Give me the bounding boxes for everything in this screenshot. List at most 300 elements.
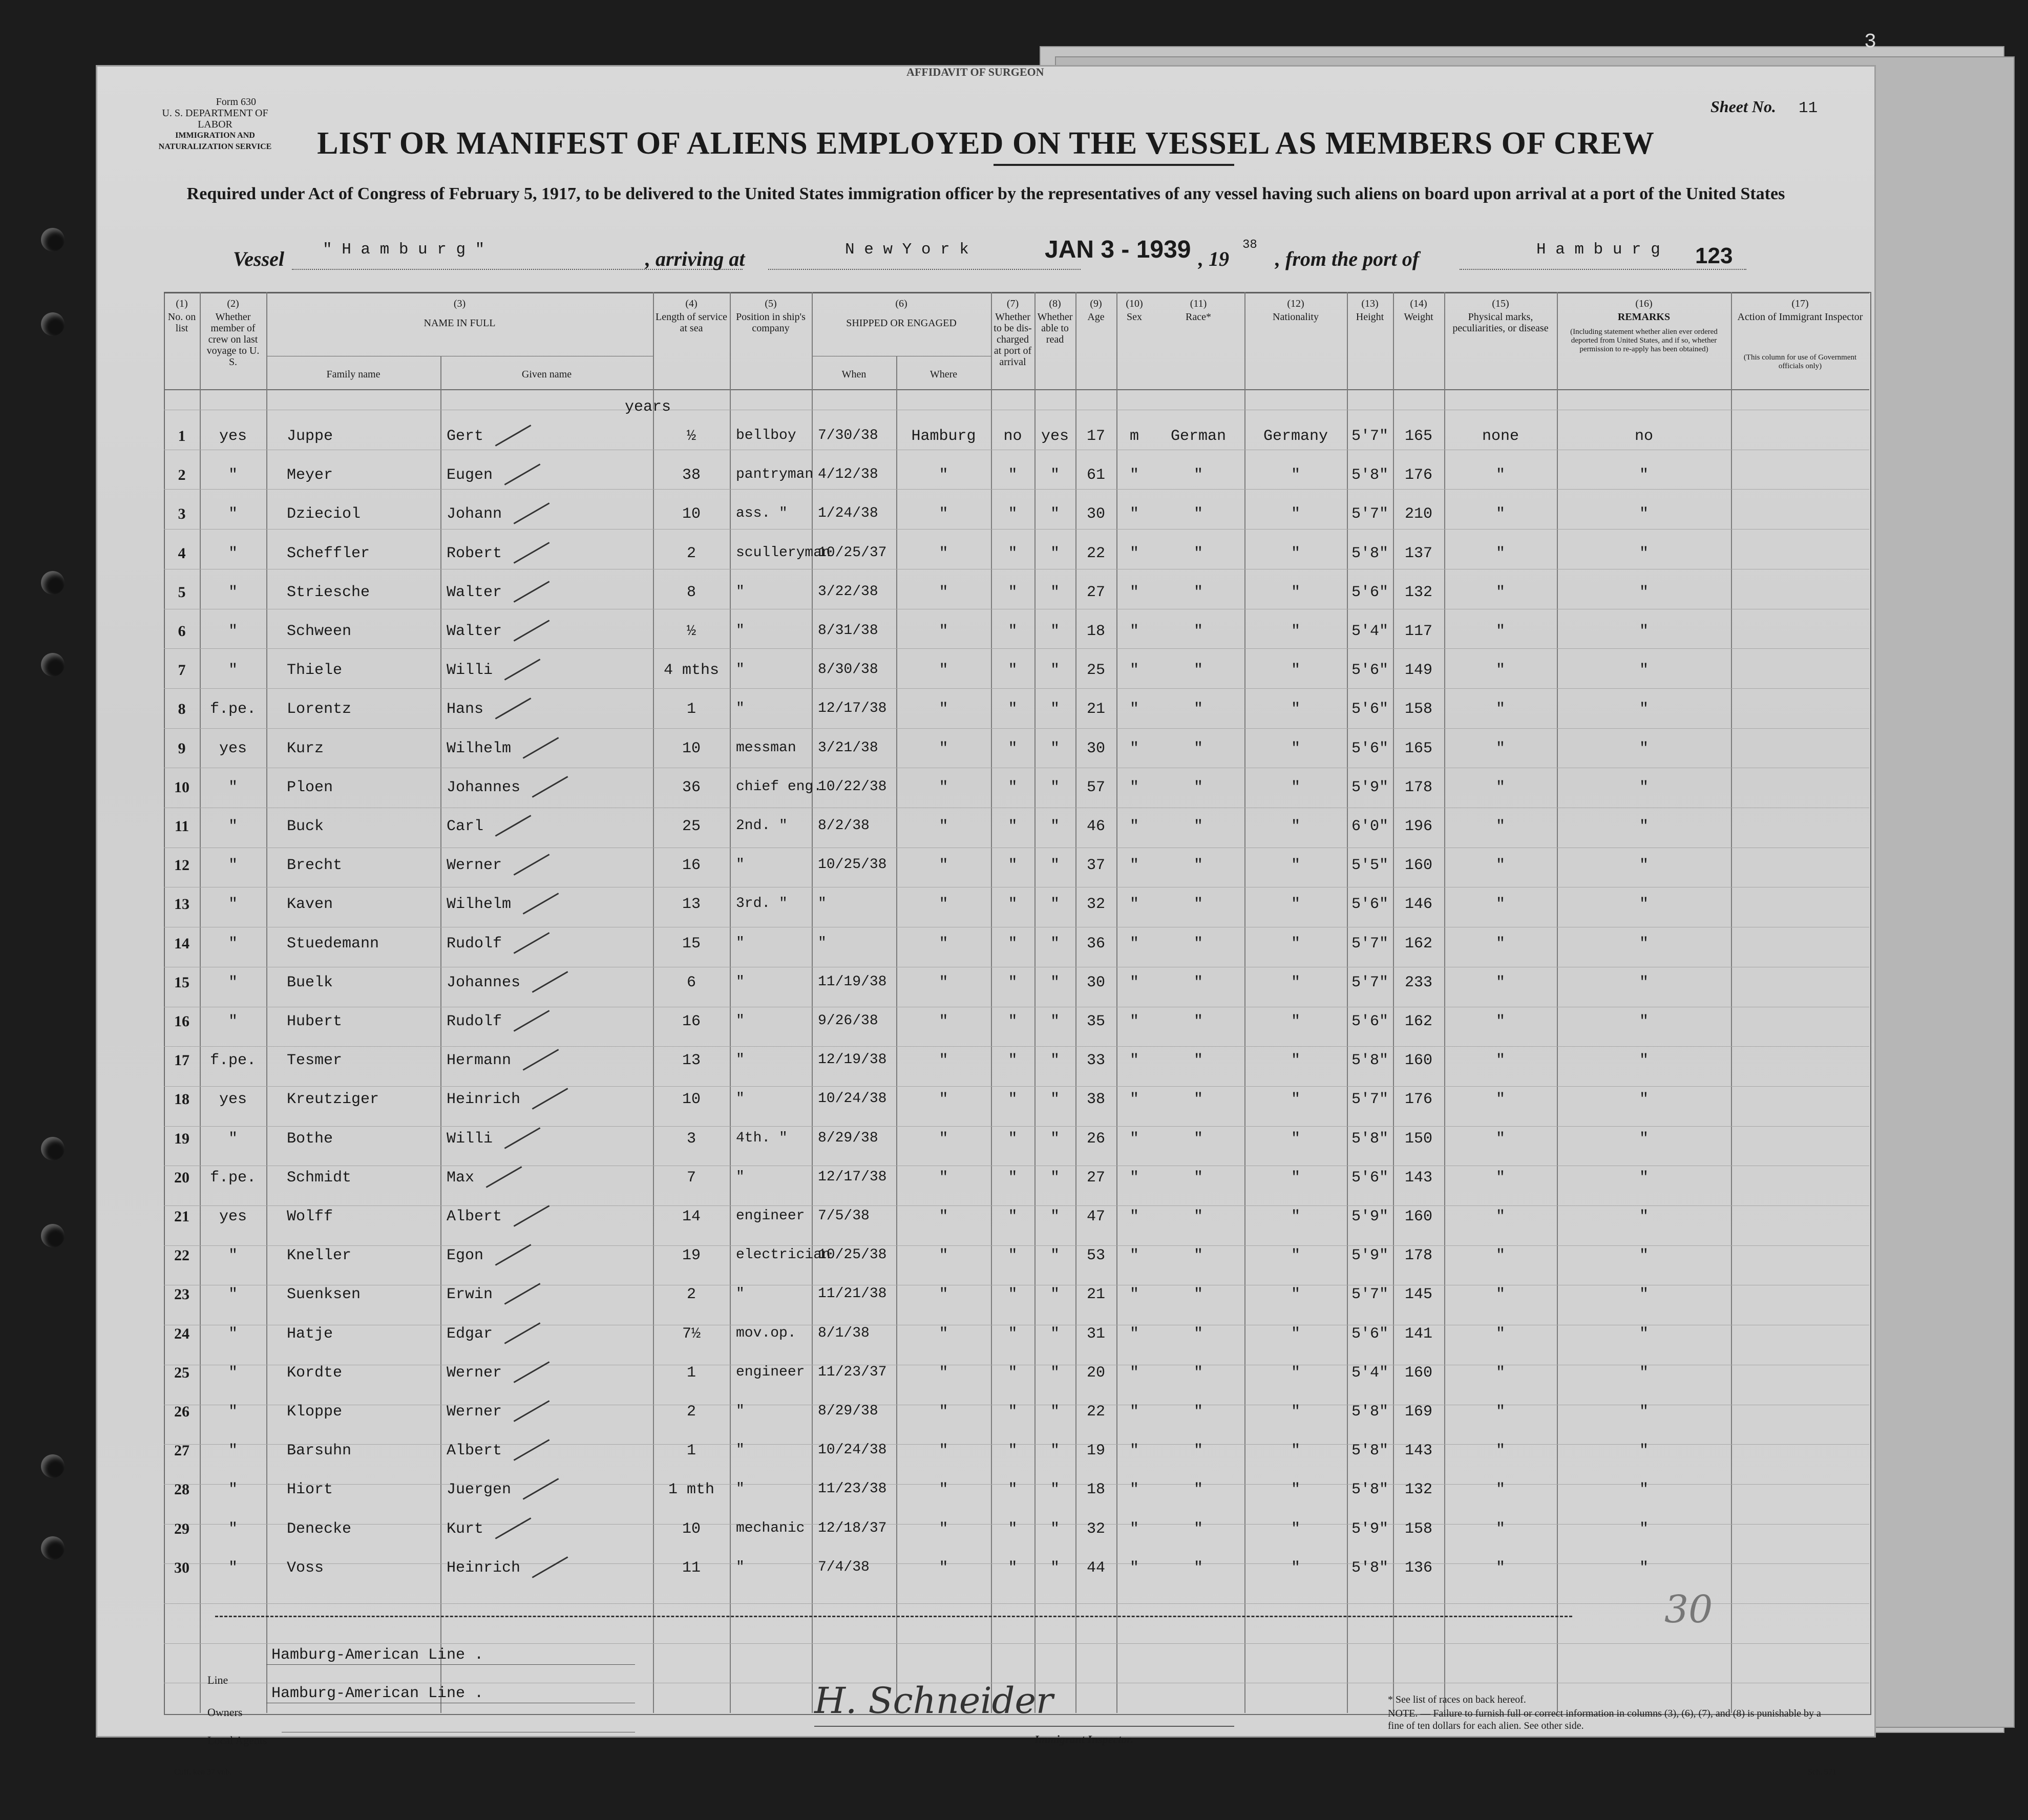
- page-title: LIST OR MANIFEST OF ALIENS EMPLOYED ON THE VESSEL AS MEMBERS OF CREW: [317, 126, 1655, 161]
- cell-service: 1 mth: [668, 1481, 714, 1499]
- cell-prev: ": [228, 818, 238, 835]
- cell-prev: ": [228, 505, 238, 523]
- department-name: U. S. DEPARTMENT OF LABOR: [162, 108, 268, 130]
- cell-sex: ": [1129, 467, 1139, 484]
- column-divider: [1034, 292, 1036, 1713]
- cell-position: chief eng.: [736, 778, 822, 795]
- arriving-label: , arriving at: [645, 247, 745, 270]
- column-number: (17): [1791, 298, 1809, 309]
- cell-remarks: ": [1639, 1442, 1649, 1460]
- cell-race: ": [1193, 1286, 1203, 1304]
- cell-height: 5'6": [1351, 1325, 1388, 1343]
- cell-discharge: ": [1008, 1013, 1018, 1030]
- vessel-name: " H a m b u r g ": [323, 241, 485, 259]
- column-number: (2): [227, 298, 239, 309]
- years-label: years: [625, 398, 671, 416]
- cell-when: 1/24/38: [818, 505, 878, 522]
- column-divider: [1075, 292, 1076, 1713]
- cell-when: 11/19/38: [818, 974, 887, 990]
- cell-race: German: [1170, 428, 1227, 445]
- cell-race: ": [1193, 1520, 1203, 1538]
- cell-when: 10/22/38: [818, 778, 887, 795]
- cell-sex: ": [1129, 857, 1139, 875]
- cell-service: 25: [682, 818, 701, 835]
- cell-no: 10: [174, 778, 189, 796]
- cell-weight: 143: [1404, 1442, 1432, 1460]
- cell-discharge: ": [1008, 1208, 1018, 1225]
- cell-given: Gert: [447, 428, 484, 445]
- cell-discharge: ": [1008, 544, 1018, 562]
- bottom-left-code: Cuff. ken 37 vnb.: [174, 1768, 232, 1776]
- cell-prev: ": [228, 1013, 238, 1030]
- cell-sex: ": [1129, 505, 1139, 523]
- cell-height: 5'8": [1351, 1559, 1388, 1577]
- column-divider: [730, 292, 731, 1713]
- cell-marks: ": [1495, 857, 1505, 875]
- cell-service: ½: [686, 428, 696, 445]
- cell-read: ": [1050, 1442, 1060, 1460]
- column-label: No. on list: [167, 311, 196, 334]
- top-stamp: AFFIDAVIT OF SURGEON: [906, 66, 1044, 78]
- cell-prev: ": [228, 1442, 238, 1460]
- line-label: Line: [207, 1674, 228, 1686]
- cell-remarks: ": [1639, 701, 1649, 718]
- cell-no: 15: [174, 974, 189, 991]
- cell-weight: 165: [1404, 428, 1432, 445]
- cell-height: 5'7": [1351, 935, 1388, 953]
- cell-read: ": [1050, 1364, 1060, 1382]
- cell-given: Max: [447, 1169, 475, 1187]
- cell-no: 14: [174, 935, 189, 952]
- end-dashes: [215, 1616, 1572, 1617]
- cell-height: 5'8": [1351, 544, 1388, 562]
- cell-weight: 117: [1404, 623, 1432, 640]
- cell-no: 5: [178, 583, 186, 601]
- cell-position: ass. ": [736, 505, 788, 522]
- cell-read: ": [1050, 701, 1060, 718]
- binder-hole: [41, 312, 65, 336]
- column-number: (10): [1126, 298, 1143, 309]
- cell-where: Hamburg: [911, 428, 976, 445]
- cell-nat: ": [1291, 1481, 1300, 1499]
- cell-remarks: ": [1639, 935, 1649, 953]
- cell-position: mechanic: [736, 1520, 805, 1536]
- ruled-line: [164, 489, 1869, 490]
- cell-family: Juppe: [287, 428, 333, 445]
- cell-when: 3/22/38: [818, 583, 878, 600]
- column-divider: [200, 292, 201, 1713]
- cell-marks: ": [1495, 505, 1505, 523]
- cell-discharge: ": [1008, 1247, 1018, 1265]
- cell-remarks: ": [1639, 1052, 1649, 1070]
- from-port-label: , from the port of: [1275, 247, 1420, 270]
- cell-read: ": [1050, 1403, 1060, 1421]
- agents-label: Local Agents: [207, 1734, 267, 1747]
- cell-position: ": [736, 583, 745, 600]
- cell-read: ": [1050, 1559, 1060, 1577]
- cell-age: 61: [1086, 467, 1105, 484]
- cell-prev: ": [228, 1481, 238, 1499]
- cell-remarks: ": [1639, 1403, 1649, 1421]
- cell-position: engineer: [736, 1208, 805, 1224]
- cell-family: Schmidt: [287, 1169, 352, 1187]
- cell-sex: ": [1129, 1481, 1139, 1499]
- cell-remarks: ": [1639, 1013, 1649, 1030]
- cell-sex: ": [1129, 1247, 1139, 1265]
- column-number: (4): [685, 298, 698, 309]
- cell-where: ": [939, 896, 948, 914]
- cell-weight: 178: [1404, 778, 1432, 796]
- cell-no: 16: [174, 1013, 189, 1030]
- cell-height: 5'6": [1351, 1169, 1388, 1187]
- cell-sex: ": [1129, 974, 1139, 991]
- cell-height: 5'9": [1351, 1208, 1388, 1225]
- cell-sex: ": [1129, 623, 1139, 640]
- cell-family: Buck: [287, 818, 324, 835]
- cell-family: Meyer: [287, 467, 333, 484]
- cell-position: ": [736, 1052, 745, 1068]
- cell-given: Werner: [447, 857, 502, 875]
- cell-where: ": [939, 1520, 948, 1538]
- cell-sex: ": [1129, 935, 1139, 953]
- cell-age: 36: [1086, 935, 1105, 953]
- cell-race: ": [1193, 467, 1203, 484]
- cell-when: 10/25/38: [818, 857, 887, 873]
- cell-read: ": [1050, 1208, 1060, 1225]
- cell-age: 18: [1086, 1481, 1105, 1499]
- cell-family: Scheffler: [287, 544, 370, 562]
- cell-nat: ": [1291, 1559, 1300, 1577]
- cell-discharge: ": [1008, 1520, 1018, 1538]
- cell-prev: ": [228, 583, 238, 601]
- cell-race: ": [1193, 778, 1203, 796]
- cell-weight: 158: [1404, 1520, 1432, 1538]
- cell-where: ": [939, 857, 948, 875]
- cell-family: Kloppe: [287, 1403, 343, 1421]
- cell-where: ": [939, 739, 948, 757]
- column-label: SHIPPED OR ENGAGED: [846, 318, 957, 329]
- cell-given: Rudolf: [447, 1013, 502, 1030]
- cell-discharge: ": [1008, 1052, 1018, 1070]
- column-number: (11): [1190, 298, 1207, 309]
- cell-where: ": [939, 778, 948, 796]
- cell-race: ": [1193, 1208, 1203, 1225]
- cell-race: ": [1193, 818, 1203, 835]
- column-divider: [653, 292, 654, 1713]
- cell-sex: ": [1129, 896, 1139, 914]
- column-label: Nationality: [1273, 311, 1319, 323]
- cell-sex: ": [1129, 1091, 1139, 1109]
- cell-height: 5'9": [1351, 1247, 1388, 1265]
- cell-remarks: ": [1639, 662, 1649, 680]
- cell-nat: ": [1291, 467, 1300, 484]
- cell-prev: ": [228, 896, 238, 914]
- cell-weight: 165: [1404, 739, 1432, 757]
- date-stamp: JAN 3 - 1939: [1045, 236, 1191, 263]
- cell-when: 11/23/37: [818, 1364, 887, 1380]
- cell-when: 10/24/38: [818, 1442, 887, 1458]
- cell-prev: ": [228, 1130, 238, 1148]
- column-divider: [1444, 292, 1445, 1713]
- cell-sex: ": [1129, 818, 1139, 835]
- column-number: (14): [1410, 298, 1427, 309]
- cell-age: 21: [1086, 1286, 1105, 1304]
- cell-position: sculleryman: [736, 544, 831, 561]
- inspector-signature: H. Schneider: [814, 1680, 1053, 1722]
- cell-position: pantryman: [736, 467, 814, 483]
- cell-marks: ": [1495, 974, 1505, 991]
- cell-nat: ": [1291, 1286, 1300, 1304]
- cell-weight: 136: [1404, 1559, 1432, 1577]
- cell-age: 30: [1086, 974, 1105, 991]
- cell-sex: ": [1129, 739, 1139, 757]
- cell-height: 5'6": [1351, 583, 1388, 601]
- cell-service: 4 mths: [663, 662, 720, 680]
- ruled-line: [164, 728, 1869, 729]
- cell-service: 10: [682, 1091, 701, 1109]
- cell-discharge: ": [1008, 505, 1018, 523]
- cell-family: Kurz: [287, 739, 324, 757]
- cell-sex: ": [1129, 1208, 1139, 1225]
- cell-given: Hans: [447, 701, 484, 718]
- cell-given: Wilhelm: [447, 739, 512, 757]
- cell-read: ": [1050, 1013, 1060, 1030]
- cell-no: 12: [174, 857, 189, 874]
- cell-age: 18: [1086, 623, 1105, 640]
- cell-nat: ": [1291, 1325, 1300, 1343]
- cell-weight: 176: [1404, 1091, 1432, 1109]
- cell-position: ": [736, 1403, 745, 1419]
- column-note: (This column for use of Government officials only): [1743, 353, 1857, 370]
- binder-hole: [41, 1536, 65, 1560]
- column-label: NAME IN FULL: [424, 318, 496, 329]
- cell-position: ": [736, 857, 745, 873]
- column-number: (5): [765, 298, 777, 309]
- cell-when: 9/26/38: [818, 1013, 878, 1029]
- cell-age: 27: [1086, 1169, 1105, 1187]
- cell-family: Hiort: [287, 1481, 333, 1499]
- cell-read: ": [1050, 857, 1060, 875]
- cell-nat: ": [1291, 544, 1300, 562]
- cell-read: ": [1050, 467, 1060, 484]
- cell-prev: f.pe.: [209, 701, 256, 718]
- cell-prev: ": [228, 1364, 238, 1382]
- cell-given: Albert: [447, 1208, 502, 1225]
- cell-weight: 162: [1404, 935, 1432, 953]
- cell-marks: ": [1495, 583, 1505, 601]
- cell-marks: ": [1495, 1013, 1505, 1030]
- column-label: Weight: [1404, 311, 1433, 323]
- cell-position: ": [736, 974, 745, 990]
- cell-nat: ": [1291, 857, 1300, 875]
- cell-race: ": [1193, 1559, 1203, 1577]
- cell-no: 22: [174, 1247, 189, 1264]
- cell-position: ": [736, 1286, 745, 1302]
- year-prefix: , 19: [1198, 247, 1229, 270]
- cell-read: ": [1050, 896, 1060, 914]
- cell-where: ": [939, 1403, 948, 1421]
- cell-height: 5'6": [1351, 896, 1388, 914]
- column-label: Physical marks, peculiarities, or disease: [1452, 311, 1549, 334]
- cell-given: Walter: [447, 583, 502, 601]
- cell-discharge: ": [1008, 857, 1018, 875]
- cell-when: 3/21/38: [818, 739, 878, 756]
- cell-discharge: ": [1008, 1559, 1018, 1577]
- cell-position: ": [736, 1442, 745, 1458]
- cell-height: 5'8": [1351, 1130, 1388, 1148]
- arriving-dotline: [768, 269, 1081, 270]
- cell-where: ": [939, 1442, 948, 1460]
- cell-when: 12/18/37: [818, 1520, 887, 1536]
- cell-service: 1: [686, 701, 696, 718]
- cell-sex: ": [1129, 778, 1139, 796]
- cell-prev: yes: [219, 1208, 247, 1225]
- cell-given: Erwin: [447, 1286, 493, 1304]
- cell-position: 4th. ": [736, 1130, 788, 1146]
- cell-family: Brecht: [287, 857, 343, 875]
- cell-age: 30: [1086, 739, 1105, 757]
- cell-race: ": [1193, 1091, 1203, 1109]
- cell-prev: yes: [219, 1091, 247, 1109]
- owners-label: Owners: [207, 1706, 243, 1719]
- cell-age: 30: [1086, 505, 1105, 523]
- ruled-line: [164, 688, 1869, 689]
- cell-nat: ": [1291, 1091, 1300, 1109]
- cell-sex: ": [1129, 1052, 1139, 1070]
- column-divider: [1731, 292, 1732, 1713]
- cell-service: 8: [686, 583, 696, 601]
- cell-read: ": [1050, 544, 1060, 562]
- cell-discharge: ": [1008, 1403, 1018, 1421]
- cell-no: 6: [178, 623, 186, 640]
- cell-family: Schween: [287, 623, 352, 640]
- column-divider: [1244, 292, 1245, 1713]
- cell-family: Kordte: [287, 1364, 343, 1382]
- cell-no: 11: [174, 818, 189, 835]
- column-number: (8): [1049, 298, 1061, 309]
- cell-prev: yes: [219, 428, 247, 445]
- cell-read: ": [1050, 505, 1060, 523]
- cell-remarks: ": [1639, 1559, 1649, 1577]
- cell-remarks: ": [1639, 623, 1649, 640]
- cell-discharge: ": [1008, 778, 1018, 796]
- year-suffix: 38: [1242, 238, 1257, 252]
- cell-family: Stuedemann: [287, 935, 379, 953]
- cell-race: ": [1193, 1130, 1203, 1148]
- cell-nat: ": [1291, 1013, 1300, 1030]
- cell-service: 6: [686, 974, 696, 991]
- cell-given: Heinrich: [447, 1559, 521, 1577]
- binder-hole: [41, 653, 65, 676]
- header-bottom-rule: [164, 389, 1869, 390]
- cell-family: Hatje: [287, 1325, 333, 1343]
- cell-age: 32: [1086, 1520, 1105, 1538]
- cell-sex: ": [1129, 1520, 1139, 1538]
- cell-race: ": [1193, 1169, 1203, 1187]
- column-divider: [991, 292, 992, 1713]
- cell-marks: ": [1495, 623, 1505, 640]
- cell-position: engineer: [736, 1364, 805, 1380]
- cell-marks: ": [1495, 1481, 1505, 1499]
- bottom-right-code: Sch. 571: [1808, 1768, 1836, 1776]
- cell-family: Kreutziger: [287, 1091, 379, 1109]
- cell-where: ": [939, 1208, 948, 1225]
- cell-position: ": [736, 1481, 745, 1497]
- cell-service: 11: [682, 1559, 701, 1577]
- cell-service: ½: [686, 623, 696, 640]
- column-sublabel: Family name: [326, 369, 381, 380]
- cell-where: ": [939, 1013, 948, 1030]
- cell-age: 32: [1086, 896, 1105, 914]
- cell-prev: ": [228, 544, 238, 562]
- cell-service: 16: [682, 857, 701, 875]
- cell-marks: ": [1495, 1208, 1505, 1225]
- cell-marks: ": [1495, 1286, 1505, 1304]
- cell-no: 29: [174, 1520, 189, 1537]
- cell-age: 46: [1086, 818, 1105, 835]
- cell-remarks: ": [1639, 1325, 1649, 1343]
- cell-age: 44: [1086, 1559, 1105, 1577]
- column-divider: [1557, 292, 1558, 1713]
- column-number: (6): [895, 298, 907, 309]
- cell-race: ": [1193, 1325, 1203, 1343]
- cell-discharge: ": [1008, 1169, 1018, 1187]
- cell-read: ": [1050, 739, 1060, 757]
- cell-given: Willi: [447, 662, 493, 680]
- cell-height: 5'5": [1351, 857, 1388, 875]
- cell-nat: ": [1291, 1247, 1300, 1265]
- column-divider: [266, 292, 267, 1713]
- cell-read: ": [1050, 1286, 1060, 1304]
- cell-sex: ": [1129, 1130, 1139, 1148]
- cell-when: 12/17/38: [818, 701, 887, 717]
- line-value: Hamburg-American Line .: [271, 1646, 484, 1664]
- cell-sex: ": [1129, 1169, 1139, 1187]
- cell-sex: ": [1129, 1364, 1139, 1382]
- column-number: (9): [1090, 298, 1102, 309]
- cell-family: Denecke: [287, 1520, 352, 1538]
- cell-where: ": [939, 1169, 948, 1187]
- owners-value: Hamburg-American Line .: [271, 1685, 484, 1702]
- cell-family: Striesche: [287, 583, 370, 601]
- page-marker: 3: [1864, 31, 1877, 54]
- cell-nat: ": [1291, 1208, 1300, 1225]
- cell-nat: ": [1291, 935, 1300, 953]
- column-sublabel: Where: [929, 369, 958, 380]
- cell-given: Albert: [447, 1442, 502, 1460]
- cell-family: Ploen: [287, 778, 333, 796]
- ruled-line: [164, 1603, 1869, 1604]
- cell-where: ": [939, 1364, 948, 1382]
- cell-given: Werner: [447, 1403, 502, 1421]
- cell-age: 22: [1086, 1403, 1105, 1421]
- cell-when: 8/2/38: [818, 818, 870, 834]
- inspector-label: Immigrant Inspector.: [1034, 1733, 1134, 1746]
- cell-race: ": [1193, 623, 1203, 640]
- cell-no: 7: [178, 662, 186, 679]
- cell-when: 12/19/38: [818, 1052, 887, 1068]
- cell-nat: ": [1291, 623, 1300, 640]
- cell-service: 13: [682, 896, 701, 914]
- cell-given: Johannes: [447, 974, 521, 991]
- sheet-label: Sheet No.: [1710, 97, 1776, 116]
- column-label: Position in ship's company: [736, 311, 806, 334]
- line-rule: [266, 1664, 635, 1665]
- cell-race: ": [1193, 935, 1203, 953]
- cell-weight: 169: [1404, 1403, 1432, 1421]
- cell-sex: ": [1129, 662, 1139, 680]
- cell-weight: 160: [1404, 1364, 1432, 1382]
